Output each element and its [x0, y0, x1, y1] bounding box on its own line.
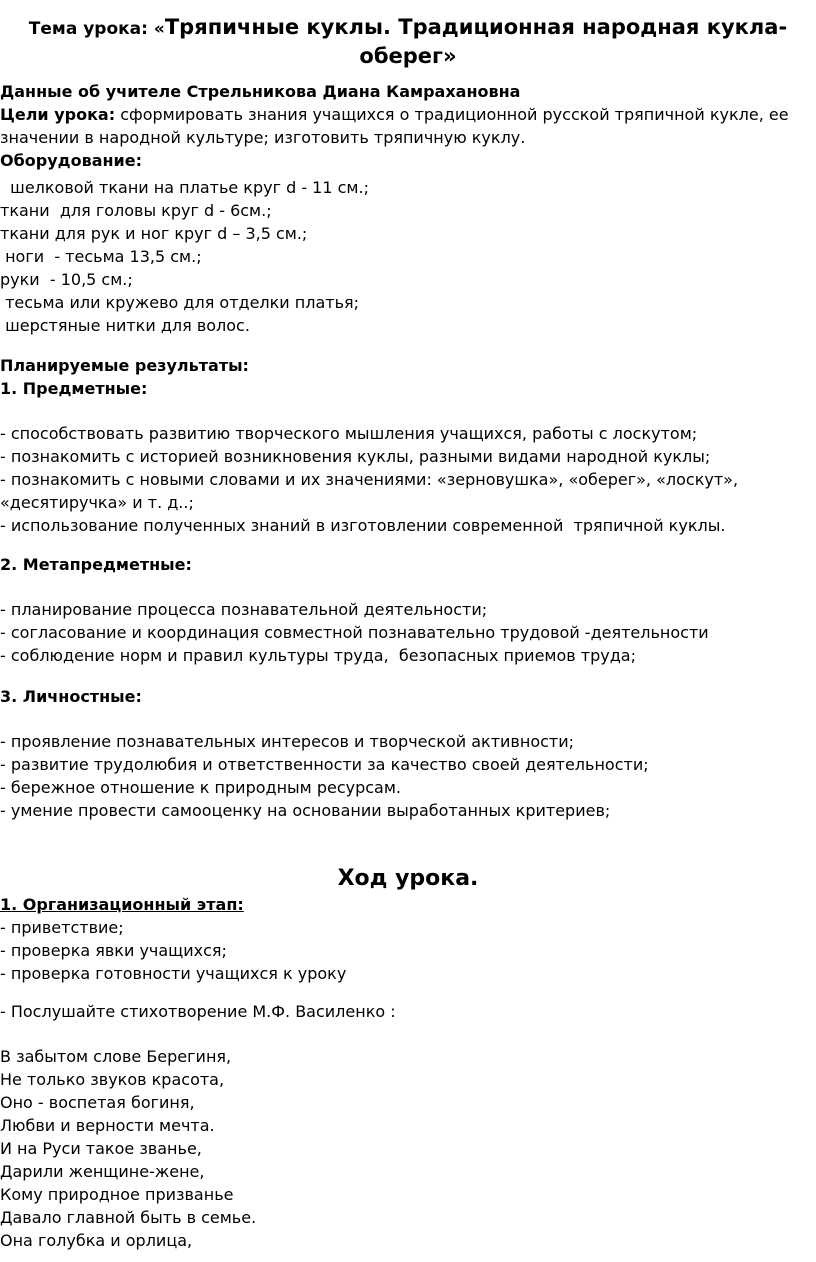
equipment-item: ноги - тесьма 13,5 см.;	[0, 247, 202, 266]
title-prefix: Тема урока: «	[28, 19, 165, 39]
personal-results-section	[0, 685, 810, 708]
equipment-item: шерстяные нитки для волос.	[0, 316, 250, 335]
list-item: - развитие трудолюбия и ответственности за качество своей деятельности;	[0, 755, 649, 774]
list-item: - бережное отношение к природным ресурсам.	[0, 778, 401, 797]
goals-label: Цели урока:	[0, 105, 116, 124]
personal-results-list	[0, 730, 810, 822]
teacher-info	[0, 80, 810, 103]
list-item: - согласование и координация совместной познавательно трудовой -деятельности	[0, 623, 709, 642]
stage-1-label: 1. Организационный этап:	[0, 895, 244, 914]
subject-results-list	[0, 422, 810, 537]
equipment-item: руки - 10,5 см.;	[0, 270, 133, 289]
poem-line: Давало главной быть в семье.	[0, 1208, 257, 1227]
list-item: - проверка готовности учащихся к уроку	[0, 964, 347, 983]
title-line-1: Тряпичные куклы. Традиционная народная кукла-	[164, 15, 788, 39]
list-item: - проявление познавательных интересов и творческой активности;	[0, 732, 575, 751]
poem-line: Дарили женщине-жене,	[0, 1162, 205, 1181]
equipment-label: Оборудование:	[0, 151, 142, 170]
list-item: - планирование процесса познавательной деятельности;	[0, 600, 488, 619]
equipment-section	[0, 149, 810, 172]
poem-line: Любви и верности мечта.	[0, 1116, 215, 1135]
list-item: - способствовать развитию творческого мышления учащихся, работы с лоскутом;	[0, 424, 698, 443]
equipment-item: тесьма или кружево для отделки платья;	[0, 293, 360, 312]
equipment-item: шелковой ткани на платье круг d - 11 см.;	[0, 178, 369, 197]
poem-line: И на Руси такое званье,	[0, 1139, 202, 1158]
equipment-item: ткани для головы круг d - 6см.;	[0, 201, 272, 220]
list-item: - проверка явки учащихся;	[0, 941, 227, 960]
equipment-list	[0, 176, 810, 337]
list-item: - использование полученных знаний в изготовлении современной тряпичной куклы.	[0, 516, 726, 535]
lesson-title	[0, 14, 816, 71]
list-item: - приветствие;	[0, 918, 124, 937]
teacher-label: Данные об учителе Стрельникова Диана Камрахановна	[0, 82, 521, 101]
list-item: - познакомить с историей возникновения куклы, разными видами народной куклы;	[0, 447, 711, 466]
meta-results-section	[0, 553, 810, 576]
list-item: - соблюдение норм и правил культуры труда, безопасных приемов труда;	[0, 646, 636, 665]
list-item: - познакомить с новыми словами и их значениями: «зерновушка», «оберег», «лоскут», «десятиручка» и т. д..;	[0, 470, 739, 512]
poem-line: В забытом слове Берегиня,	[0, 1047, 232, 1066]
poem-line: Кому природное призванье	[0, 1185, 234, 1204]
poem-line: Она голубка и орлица,	[0, 1231, 193, 1250]
lesson-heading: Ход урока.	[337, 866, 479, 891]
results-section	[0, 354, 810, 400]
meta-results-label: 2. Метапредметные:	[0, 555, 192, 574]
poem	[0, 1045, 810, 1252]
organizational-stage	[0, 893, 810, 985]
poem-line: Оно - воспетая богиня,	[0, 1093, 195, 1112]
results-label: Планируемые результаты:	[0, 356, 249, 375]
poem-intro-text: - Послушайте стихотворение М.Ф. Василенко :	[0, 1002, 396, 1021]
lesson-goals	[0, 103, 810, 149]
title-line-2: оберег»	[359, 44, 457, 68]
poem-intro	[0, 1000, 810, 1023]
goals-text: сформировать знания учащихся о традиционной русской тряпичной кукле, ее значении в народной культуре; изготовить тряпичную куклу.	[0, 105, 789, 147]
equipment-item: ткани для рук и ног круг d – 3,5 см.;	[0, 224, 308, 243]
poem-line: Не только звуков красота,	[0, 1070, 225, 1089]
list-item: - умение провести самооценку на основании выработанных критериев;	[0, 801, 611, 820]
subject-results-label: 1. Предметные:	[0, 379, 148, 398]
meta-results-list	[0, 598, 810, 667]
personal-results-label: 3. Личностные:	[0, 687, 142, 706]
